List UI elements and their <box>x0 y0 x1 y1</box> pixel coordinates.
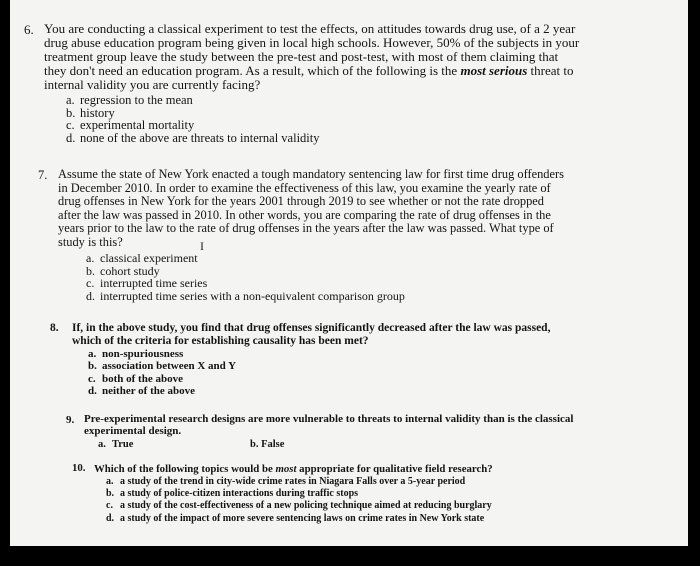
stem-line: Pre-experimental research designs are more vulnerable to threats to internal validity than is the classical <box>84 413 574 425</box>
option-letter: a. <box>106 476 114 487</box>
answer-option-a[interactable] <box>88 348 236 360</box>
text-cursor-icon: I <box>200 239 204 253</box>
option-letter: b. <box>250 439 259 450</box>
answer-options <box>106 476 492 525</box>
option-text: interrupted time series <box>100 276 208 291</box>
option-letter: d. <box>86 288 95 303</box>
answer-option-c[interactable] <box>106 500 492 512</box>
question-number: 10. <box>72 462 86 474</box>
stem-line: If, in the above study, you find that drug offenses significantly decreased after the law was passed, <box>72 322 551 334</box>
stem-line: Assume the state of New York enacted a tough mandatory sentencing law for first time drug offenders <box>58 167 564 181</box>
answer-option-c[interactable] <box>88 373 236 385</box>
stem-line: after the law was passed in 2010. In other words, you are comparing the rate of drug offenses in the <box>58 207 551 222</box>
stem-line: You are conducting a classical experiment to test the effects, on attitudes towards drug use, of a 2 year <box>44 21 576 36</box>
answer-option-d[interactable] <box>106 513 492 525</box>
option-letter: d. <box>106 512 115 524</box>
option-text: cohort study <box>100 263 160 278</box>
document-page <box>10 0 688 546</box>
option-letter: b. <box>106 488 115 500</box>
stem-line: which of the criteria for establishing causality has been met? <box>72 334 369 347</box>
option-letter: d. <box>88 385 97 398</box>
option-letter: a. <box>66 93 75 107</box>
answer-option-a[interactable] <box>106 476 492 488</box>
question-stem <box>72 322 572 347</box>
answer-option-d[interactable] <box>86 290 405 303</box>
option-letter: c. <box>106 500 113 512</box>
stem-line: in December 2010. In order to examine the effectiveness of this law, you examine the yearly rate of <box>58 180 551 195</box>
stem-line: treatment group leave the study between the pre-test and post-test, with most of them claiming that <box>44 49 559 64</box>
option-text: both of the above <box>102 372 183 385</box>
option-text: classical experiment <box>100 251 198 265</box>
answer-option-b[interactable] <box>250 439 284 450</box>
question-number: 8. <box>50 322 59 334</box>
option-text: association between X and Y <box>102 360 237 373</box>
stem-line: experimental design. <box>84 424 182 437</box>
option-text: interrupted time series with a non-equivalent comparison group <box>100 288 405 303</box>
answer-options <box>66 94 320 144</box>
option-text: a study of the cost-effectiveness of a new policing technique aimed at reducing burglary <box>120 500 492 512</box>
stem-text: they don't need an education program. As a result, which of the following is the <box>44 63 461 78</box>
question-stem <box>84 414 604 438</box>
option-text: history <box>80 105 115 120</box>
option-text: False <box>261 439 285 450</box>
answer-option-d[interactable] <box>66 132 320 145</box>
option-text: regression to the mean <box>80 93 193 107</box>
option-text: neither of the above <box>102 385 195 398</box>
stem-line: drug offenses in New York for the years 2001 through 2019 to see whether or not the rate dropped <box>58 194 544 208</box>
option-text: True <box>112 439 134 450</box>
question-stem <box>58 168 583 249</box>
emphasis-text: most <box>275 463 297 475</box>
stem-line <box>44 64 604 78</box>
stem-text: Which of the following topics would be <box>94 463 276 475</box>
answer-option-d[interactable] <box>88 385 236 397</box>
stem-line: years prior to the law to the rate of drug offenses in the years after the law was passed. What type of <box>58 221 554 235</box>
option-letter: b. <box>66 105 76 120</box>
question-number: 7. <box>38 168 48 182</box>
question-stem <box>44 22 604 92</box>
stem-line: drug abuse education program being given in local high schools. However, 50% of the subjects in your <box>44 35 580 50</box>
option-letter: c. <box>86 276 95 291</box>
option-letter: c. <box>66 118 75 133</box>
answer-option-b[interactable] <box>88 360 236 372</box>
stem-text: appropriate for qualitative field research? <box>296 463 493 475</box>
answer-option-b[interactable] <box>106 488 492 500</box>
answer-option-a[interactable] <box>98 439 133 450</box>
answer-options <box>88 348 236 398</box>
option-letter: a. <box>88 348 97 360</box>
option-text: non-spuriousness <box>102 348 184 360</box>
option-letter: d. <box>66 130 76 145</box>
option-letter: a. <box>86 251 95 265</box>
stem-line: internal validity you are currently facing? <box>44 77 261 92</box>
option-letter: b. <box>86 263 95 278</box>
option-text: a study of police-citizen interactions during traffic stops <box>120 488 359 500</box>
question-stem <box>94 462 594 476</box>
emphasis-text: most serious <box>460 63 528 78</box>
stem-text: threat to <box>527 63 574 78</box>
option-letter: b. <box>88 360 97 373</box>
stem-line: study is this? <box>58 234 123 249</box>
option-text: a study of the trend in city-wide crime rates in Niagara Falls over a 5-year period <box>120 476 466 487</box>
question-number: 6. <box>24 22 34 37</box>
option-text: none of the above are threats to internal validity <box>80 130 320 145</box>
option-letter: a. <box>98 439 106 450</box>
question-number: 9. <box>66 414 75 426</box>
option-text: experimental mortality <box>80 118 195 133</box>
option-letter: c. <box>88 372 96 385</box>
option-text: a study of the impact of more severe sentencing laws on crime rates in New York state <box>120 512 485 524</box>
answer-options <box>86 252 405 302</box>
